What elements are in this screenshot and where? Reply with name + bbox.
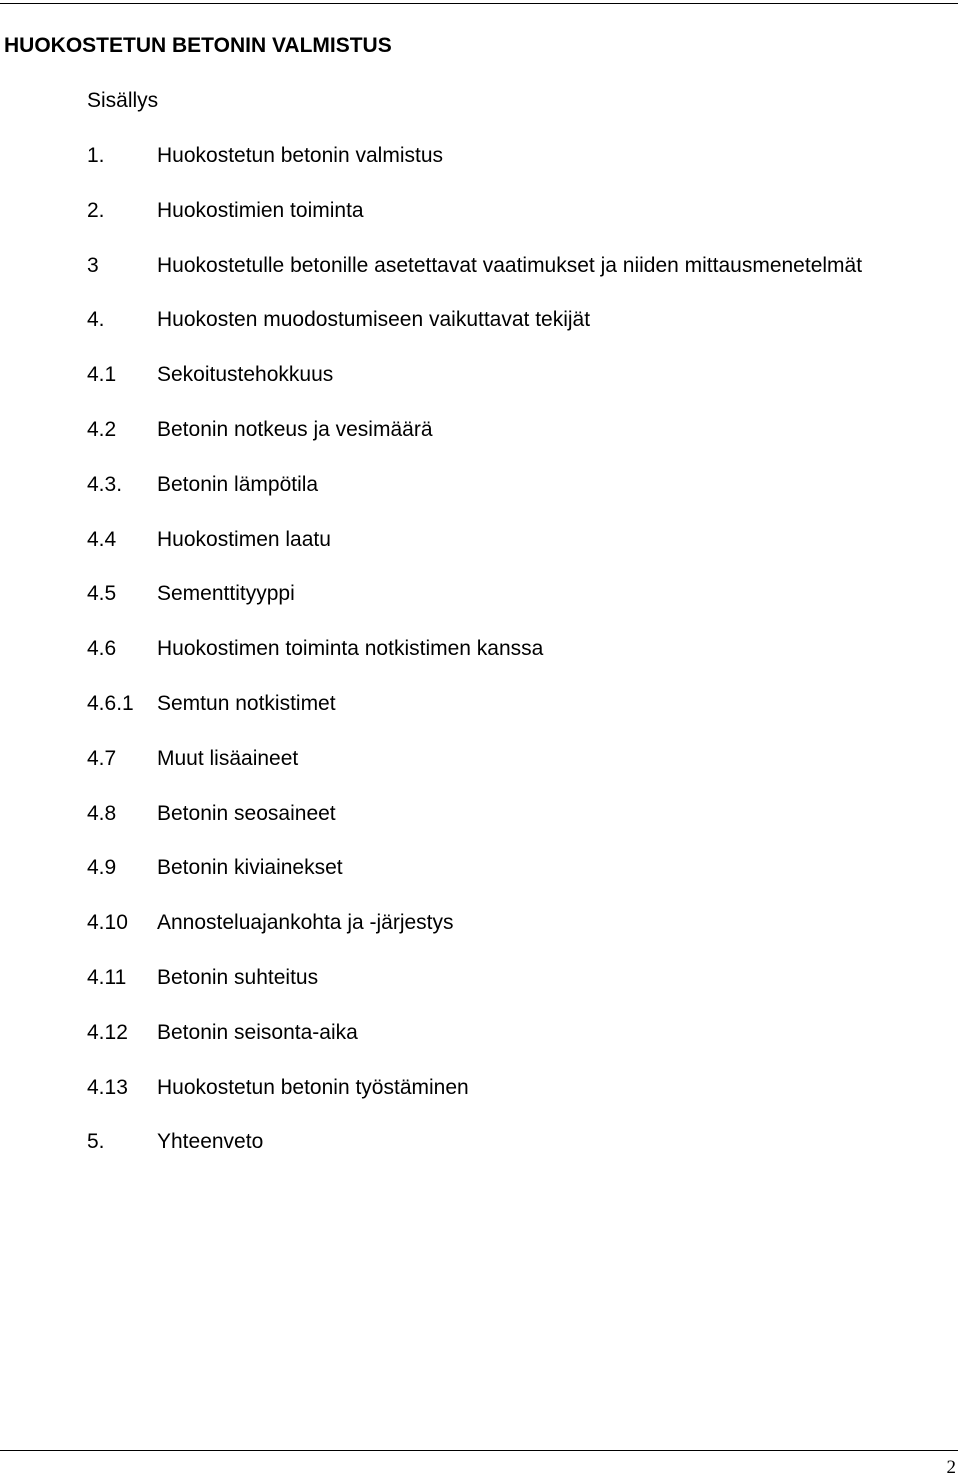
- toc-entry-title: Sementtityyppi: [157, 582, 295, 606]
- toc-entry-number: 1.: [87, 144, 105, 167]
- toc-entry-number: 4.4: [87, 527, 117, 551]
- toc-entry-number: 2.: [87, 198, 105, 222]
- toc-entry-number: 4.12: [87, 1020, 128, 1044]
- toc-entry-number: 4.6.1: [87, 691, 134, 715]
- toc-entry-number: 5.: [87, 1130, 105, 1154]
- toc-entry-number: 4.6: [87, 637, 117, 661]
- toc-entry-number: 4.2: [87, 417, 117, 441]
- toc-entry-number: 4.3.: [87, 472, 123, 496]
- toc-entry-title: Huokostimien toiminta: [157, 198, 364, 222]
- footer-rule: [0, 1450, 958, 1451]
- toc-entry-number: 4.1: [87, 363, 117, 387]
- toc-entry-title: Yhteenveto: [157, 1130, 264, 1154]
- toc-entry-number: 4.11: [87, 965, 127, 989]
- toc-entry-title: Huokostetun betonin työstäminen: [157, 1075, 469, 1099]
- toc-entry-title: Annosteluajankohta ja -järjestys: [157, 911, 454, 935]
- toc-entry-number: 4.7: [87, 746, 117, 770]
- toc-entry-title: Sekoitustehokkuus: [157, 363, 334, 387]
- toc-entry-title: Betonin notkeus ja vesimäärä: [157, 417, 433, 441]
- toc-entry-title: Betonin kiviainekset: [157, 856, 343, 880]
- toc-entry-number: 4.5: [87, 582, 117, 606]
- toc-entry-title: Semtun notkistimet: [157, 691, 336, 715]
- toc-entry-title: Huokosten muodostumiseen vaikuttavat tekijät: [157, 308, 591, 332]
- toc-entry-number: 4.8: [87, 801, 117, 825]
- toc-entry-title: Betonin suhteitus: [157, 965, 319, 989]
- toc-entry-title: Huokostetun betonin valmistus: [157, 144, 443, 167]
- toc-entry-number: 4.: [87, 308, 105, 332]
- toc-entry-number: 4.13: [87, 1075, 128, 1099]
- toc-entry-title: Huokostetulle betonille asetettavat vaatimukset ja niiden mittausmenetelmät: [157, 253, 863, 277]
- header-rule: [0, 3, 958, 4]
- toc-entry-title: Betonin seisonta-aika: [157, 1020, 358, 1044]
- toc-entry-number: 4.10: [87, 911, 128, 935]
- toc-entry-number: 4.9: [87, 856, 117, 880]
- toc-heading: Sisällys: [87, 89, 159, 112]
- toc-entry-title: Huokostimen laatu: [157, 527, 331, 551]
- page-number: 2: [946, 1457, 956, 1478]
- toc-entry-title: Huokostimen toiminta notkistimen kanssa: [157, 637, 544, 661]
- toc-entry-number: 3: [87, 253, 99, 277]
- toc-entry-title: Betonin lämpötila: [157, 472, 319, 496]
- toc-entry-title: Muut lisäaineet: [157, 746, 299, 770]
- document-title: HUOKOSTETUN BETONIN VALMISTUS: [4, 34, 392, 57]
- toc-entry-title: Betonin seosaineet: [157, 801, 336, 825]
